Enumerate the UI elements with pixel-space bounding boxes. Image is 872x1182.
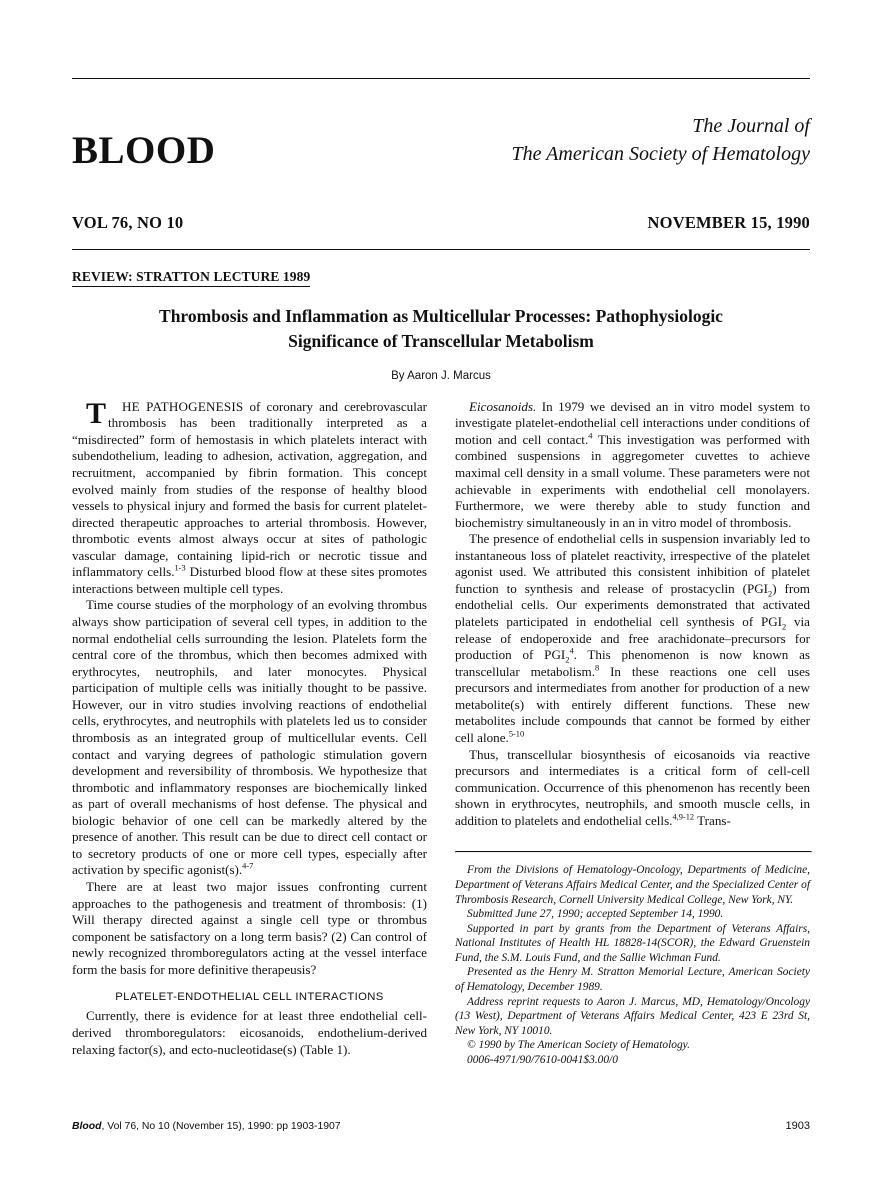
review-label: REVIEW: STRATTON LECTURE 1989 (72, 269, 310, 287)
volume-bar (72, 213, 810, 233)
paragraph-1-lead: HE PATHOGENESIS (122, 398, 244, 414)
footer-citation (72, 1121, 341, 1132)
paragraph-2-text: Time course studies of the morphology of an evolving thrombus always show participation of several cell types, in addition to the normal endothelial cells surrounding the lesion. Platelets form the central core of the thrombus, which then becomes admixed with erythrocytes, neutrophils, and later monocytes. Physical participation of multiple cells was initially thought to be passive. However, our in vitro studies involving reactions of endothelial cells, erythrocytes, and neutrophils with platelets led us to consider thrombosis as an integrated group of multicellular events. Cell contact and varying degrees of pathologic stimulation govern development and reversibility of thrombosis. We hypothesize that thrombotic and inflammatory responses are biochemically linked as part of overall mechanisms of host defense. The physical and biologic behavior of one cell can be markedly altered by the presence of another. This result can be due to direct cell contact or to secretory products of one or more cell types, especially after activation by specific agonist(s). (72, 597, 427, 878)
page-footer (72, 1120, 810, 1132)
left-column (72, 396, 428, 1068)
masthead (72, 113, 810, 185)
paragraph-4: Currently, there is evidence for at least three endothelial cell-derived thromboregulators: eicosanoids, endothelium-derived relaxing factor(s), and ecto-nucleotidase(s) (Table 1). (72, 1008, 427, 1057)
reference-marker: 5-10 (508, 729, 525, 739)
reference-marker: 4 (588, 431, 593, 441)
subscript: 2 (768, 589, 773, 599)
paragraph-7-text-a: Thus, transcellular biosynthesis of eicosanoids via reactive precursors and intermediates is a critical form of cell-cell communication. Occurrence of this phenomenon has recently been shown in erythrocytes, neutrophils, and smooth muscle cells, in addition to platelets and endothelial cells. (455, 746, 810, 828)
reference-marker: 4 (569, 646, 574, 656)
paragraph-6-text-c: via release of endoperoxide and free arachidonate–precursors for production of PGI (455, 614, 810, 663)
paragraph-5-text-a: In 1979 we devised an in vitro model system to investigate platelet-endothelial cell interactions under conditions of motion and cell contact. (455, 398, 810, 447)
reference-marker: 4-7 (242, 862, 254, 872)
footer-journal-name: Blood (72, 1121, 102, 1132)
paragraph-1-text: of coronary and cerebrovascular thrombosis has been traditionally interpreted as a “misdirected” form of hemostasis in which platelets interact with subendothelium, leading to adhesion, activation, aggregation, and recruitment, accompanied by fibrin formation. This concept evolved mainly from studies of the response of healthy blood vessels to physical injury and formed the basis for current platelet-directed therapeutic approaches to arterial thrombosis. However, thrombotic events almost always occur at sites of pathologic vascular damage, containing lipid-rich or necrotic tissue and inflammatory cells. (72, 398, 428, 580)
footnote-block (455, 863, 810, 1067)
paragraph-6-text-a: The presence of endothelial cells in suspension invariably led to instantaneous loss of platelet reactivity, irrespective of the platelet agonist used. We attributed this consistent inhibition of platelet function to synthesis and release of prostacyclin (PGI (455, 531, 810, 596)
byline: By Aaron J. Marcus (391, 369, 491, 382)
paragraph-3: There are at least two major issues confronting current approaches to the pathogenesis and treatment of thrombosis: (1) Will therapy directed against a single cell type or thrombus component be satisfactory on a long term basis? (2) Can control of newly recognized thromboregulators acting at the vessel interface form the basis for more definitive therapeusis? (72, 879, 427, 977)
section-heading: PLATELET-ENDOTHELIAL CELL INTERACTIONS (115, 991, 384, 1004)
footnote-copyright: © 1990 by The American Society of Hematology. (467, 1039, 690, 1052)
paragraph-7-text-b: Trans- (694, 812, 731, 828)
paragraph-1 (72, 396, 428, 598)
page-title (72, 304, 810, 354)
reference-marker: 4,9-12 (672, 812, 695, 822)
paragraph-5 (455, 399, 810, 532)
footnote-support: Supported in part by grants from the Department of Veterans Affairs, National Institutes of Health HL 18828-14(SCOR), the Edward Gruenstein Fund, the S.M. Louis Fund, and the Sallie Wichman Fund. (455, 922, 810, 964)
footnote-address: Address reprint requests to Aaron J. Marcus, MD, Hematology/Oncology (13 West), Department of Veterans Affairs Medical Center, 423 E 23rd St, New York, NY 10010. (455, 995, 810, 1037)
paragraph-7 (455, 747, 810, 830)
drop-cap: T (86, 396, 107, 430)
paragraph-5-lead: Eicosanoids. (469, 398, 537, 414)
paragraph-5-text-b: This investigation was performed with combined suspensions in aggregometer cuvettes to achieve maximal cell density in a small volume. These parameters were not achievable in experiments with endothelial cell monolayers. Furthermore, we were thereby able to study function and biochemistry simultaneously in an in vitro model of thrombosis. (455, 431, 810, 530)
issue-date: NOVEMBER 15, 1990 (647, 213, 810, 232)
subscript: 2 (565, 655, 570, 665)
article-body (72, 396, 810, 1068)
article-title-line-2: Significance of Transcellular Metabolism (288, 330, 594, 351)
footnote-submitted: Submitted June 27, 1990; accepted September 14, 1990. (467, 908, 724, 921)
reference-marker: 1-3 (174, 563, 186, 573)
right-column (455, 399, 810, 1068)
journal-subtitle-line-2: The American Society of Hematology (511, 142, 810, 165)
page-number: 1903 (785, 1120, 810, 1132)
volume-issue: VOL 76, NO 10 (72, 213, 184, 232)
reference-marker: 8 (594, 663, 600, 673)
paragraph-6-text-b: ) from endothelial cells. Our experiments demonstrated that activated platelets participated in endothelial cell synthesis of PGI (455, 580, 810, 629)
journal-logo: BLOOD (72, 129, 216, 172)
footnote-presented: Presented as the Henry M. Stratton Memorial Lecture, American Society of Hematology, December 1989. (455, 966, 810, 994)
footnote-separator (455, 851, 812, 853)
footer-citation-rest: , Vol 76, No 10 (November 15), 1990: pp 1903-1907 (101, 1121, 341, 1132)
footnote-code: 0006-4971/90/7610-0041$3.00/0 (467, 1054, 618, 1067)
masthead-top-rule (72, 78, 810, 79)
review-label-wrap (72, 250, 810, 287)
article-title-line-1: Thrombosis and Inflammation as Multicellular Processes: Pathophysiologic (159, 306, 723, 326)
journal-subtitle-line-1: The Journal of (692, 115, 810, 137)
subscript: 2 (782, 622, 787, 632)
paragraph-6-text-d: . This phenomenon is now known as transcellular metabolism. (455, 647, 810, 679)
paragraph-2 (72, 597, 427, 879)
footnote-affiliation: From the Divisions of Hematology-Oncology, Departments of Medicine, Department of Veterans Affairs Medical Center, and the Specialized Center of Thrombosis Research, Cornell University Medical College, New York, NY. (455, 864, 810, 906)
paragraph-1-tail: Disturbed blood flow at these sites promotes interactions between multiple cell types. (72, 564, 427, 596)
journal-subtitle (512, 113, 810, 168)
paragraph-6-text-e: In these reactions one cell uses precursors and intermediates from another for production of a new metabolite(s) with entirely different functions. These new metabolites include compounds that cannot be formed by either cell alone. (455, 663, 810, 745)
paragraph-6 (455, 531, 810, 746)
